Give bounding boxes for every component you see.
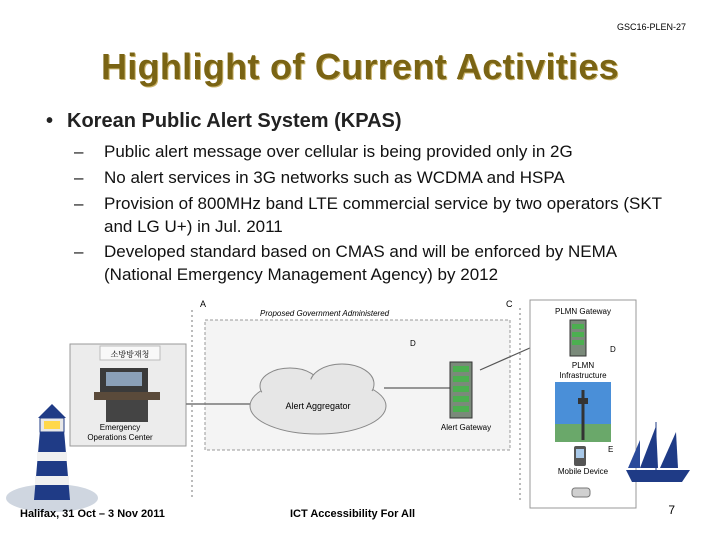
plmn-infra-label-line2: Infrastructure	[559, 371, 607, 380]
eoc-label-line2: Operations Center	[87, 433, 153, 442]
proposed-label: Proposed Government Administered	[260, 309, 390, 318]
sub-bullet-text: Public alert message over cellular is being provided only in 2G	[104, 142, 573, 161]
sub-bullet-text: Developed standard based on CMAS and will be enforced by NEMA (National Emergency Management Agency) by 2012	[104, 242, 617, 284]
eoc-label-line1: Emergency	[99, 423, 141, 432]
sub-bullet-2: – No alert services in 3G networks such as WCDMA and HSPA	[74, 168, 565, 187]
footer-event: ICT Accessibility For All	[290, 508, 416, 520]
label-d1: D	[410, 339, 416, 348]
mobile-device-label: Mobile Device	[557, 467, 609, 476]
alert-gateway-server-icon	[450, 362, 472, 418]
gateway-label: Alert Gateway	[440, 423, 492, 432]
label-c: C	[506, 299, 513, 309]
plmn-infra-label-line1: PLMN	[571, 361, 595, 370]
footer-location: Halifax, 31 Oct – 3 Nov 2011	[20, 508, 165, 520]
document-id: GSC16-PLEN-27	[616, 22, 686, 32]
main-bullet	[46, 110, 402, 133]
sub-bullet-3: – Provision of 800MHz band LTE commercial service by two operators (SKT and LG U+) in Jul. 2011	[74, 194, 662, 236]
slide-title: Highlight of Current Activities	[101, 46, 619, 87]
kpas-architecture-diagram	[0, 296, 720, 536]
sub-bullet-text: No alert services in 3G networks such as WCDMA and HSPA	[104, 168, 565, 187]
label-e: E	[608, 445, 614, 454]
aggregator-label: Alert Aggregator	[285, 401, 351, 411]
main-bullet-text: Korean Public Alert System (KPAS)	[67, 110, 402, 132]
alert-aggregator-cloud	[250, 364, 386, 434]
bullet-dot: •	[46, 110, 54, 132]
pointing-hand-icon	[572, 488, 590, 497]
sub-bullet-text: Provision of 800MHz band LTE commercial service by two operators (SKT and LG U+) in Jul. 2011	[104, 194, 662, 236]
plmn-gateway-label: PLMN Gateway	[554, 307, 612, 316]
label-a: A	[200, 299, 207, 309]
page-number: 7	[668, 503, 675, 517]
sub-bullet-1: – Public alert message over cellular is being provided only in 2G	[74, 142, 573, 161]
korean-sign-text: 소방방재청	[110, 350, 150, 359]
label-d2: D	[610, 345, 616, 354]
sub-bullet-4: – Developed standard based on CMAS and will be enforced by NEMA (National Emergency Management Agency) by 2012	[74, 242, 617, 284]
plmn-gateway-server-icon	[570, 320, 586, 356]
cell-tower-icon	[555, 382, 611, 442]
mobile-phone-icon	[574, 446, 586, 466]
